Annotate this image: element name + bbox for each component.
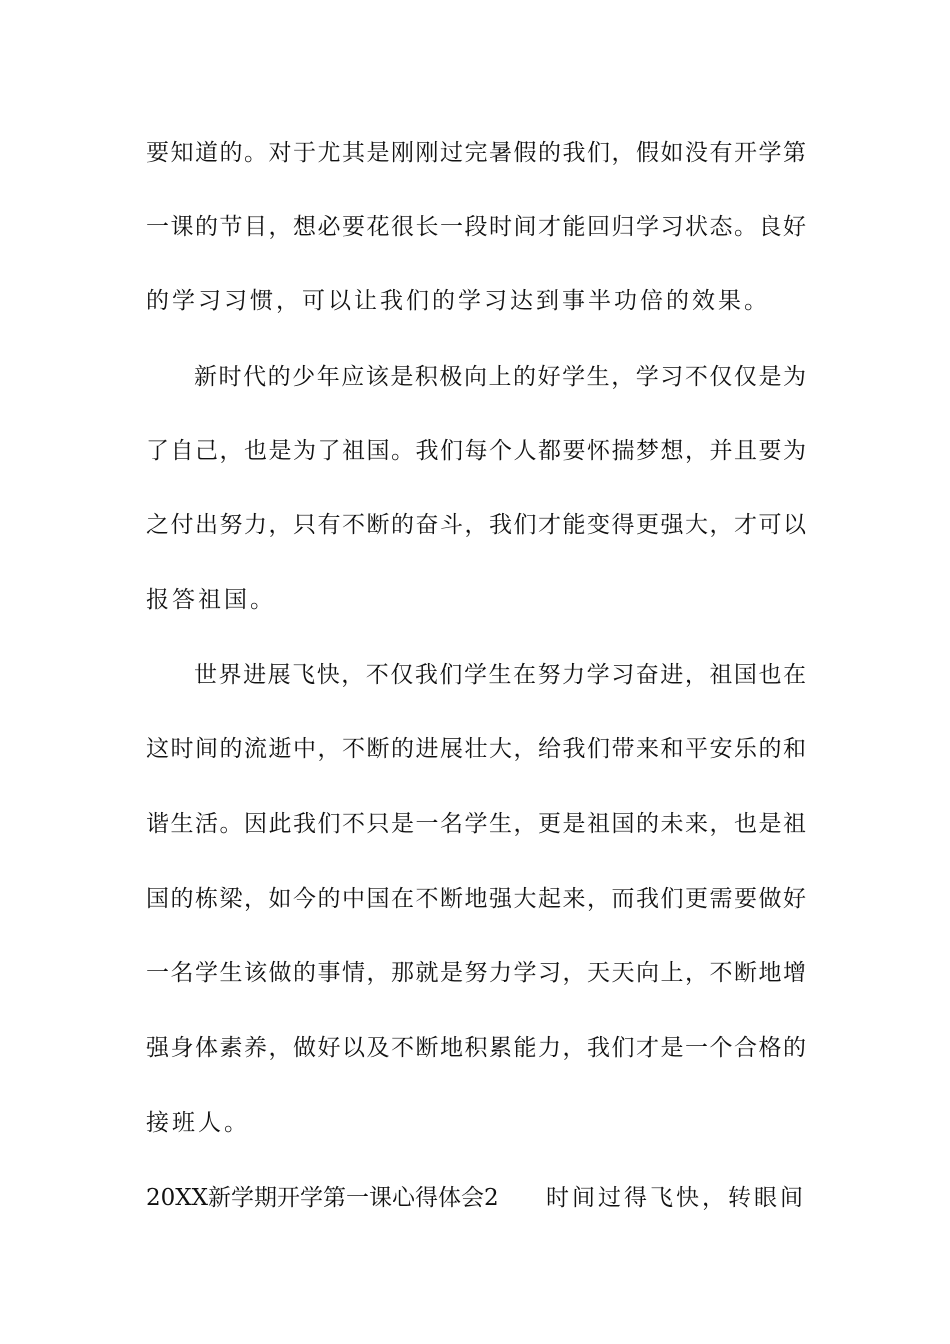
paragraph-1-line-2: 一课的节目，想必要花很长一段时间才能回归学习状态。良好 bbox=[146, 214, 806, 240]
paragraph-2-line-2: 了自己，也是为了祖国。我们每个人都要怀揣梦想，并且要为 bbox=[146, 438, 806, 464]
section-2-continuation: 时间过得飞快，转眼间 bbox=[546, 1185, 806, 1211]
paragraph-3-line-7: 接班人。 bbox=[146, 1110, 250, 1136]
paragraph-1-line-3: 的学习习惯，可以让我们的学习达到事半功倍的效果。 bbox=[146, 288, 770, 314]
section-2-heading: 20XX新学期开学第一课心得体会2 bbox=[146, 1185, 499, 1211]
paragraph-1-line-1: 要知道的。对于尤其是刚刚过完暑假的我们，假如没有开学第 bbox=[146, 140, 806, 166]
paragraph-3-line-3: 谐生活。因此我们不只是一名学生，更是祖国的未来，也是祖 bbox=[146, 811, 806, 837]
paragraph-3-line-1: 世界进展飞快，不仅我们学生在努力学习奋进，祖国也在 bbox=[194, 662, 806, 688]
paragraph-3-line-6: 强身体素养，做好以及不断地积累能力，我们才是一个合格的 bbox=[146, 1035, 806, 1061]
paragraph-3-line-5: 一名学生该做的事情，那就是努力学习，天天向上，不断地增 bbox=[146, 960, 806, 986]
section-2-heading-row bbox=[146, 1178, 806, 1218]
paragraph-2-line-4: 报答祖国。 bbox=[146, 587, 276, 613]
paragraph-2-line-1: 新时代的少年应该是积极向上的好学生，学习不仅仅是为 bbox=[194, 364, 806, 390]
paragraph-3-line-4: 国的栋梁，如今的中国在不断地强大起来，而我们更需要做好 bbox=[146, 886, 806, 912]
paragraph-3-line-2: 这时间的流逝中，不断的进展壮大，给我们带来和平安乐的和 bbox=[146, 736, 806, 762]
paragraph-2-line-3: 之付出努力，只有不断的奋斗，我们才能变得更强大，才可以 bbox=[146, 512, 806, 538]
